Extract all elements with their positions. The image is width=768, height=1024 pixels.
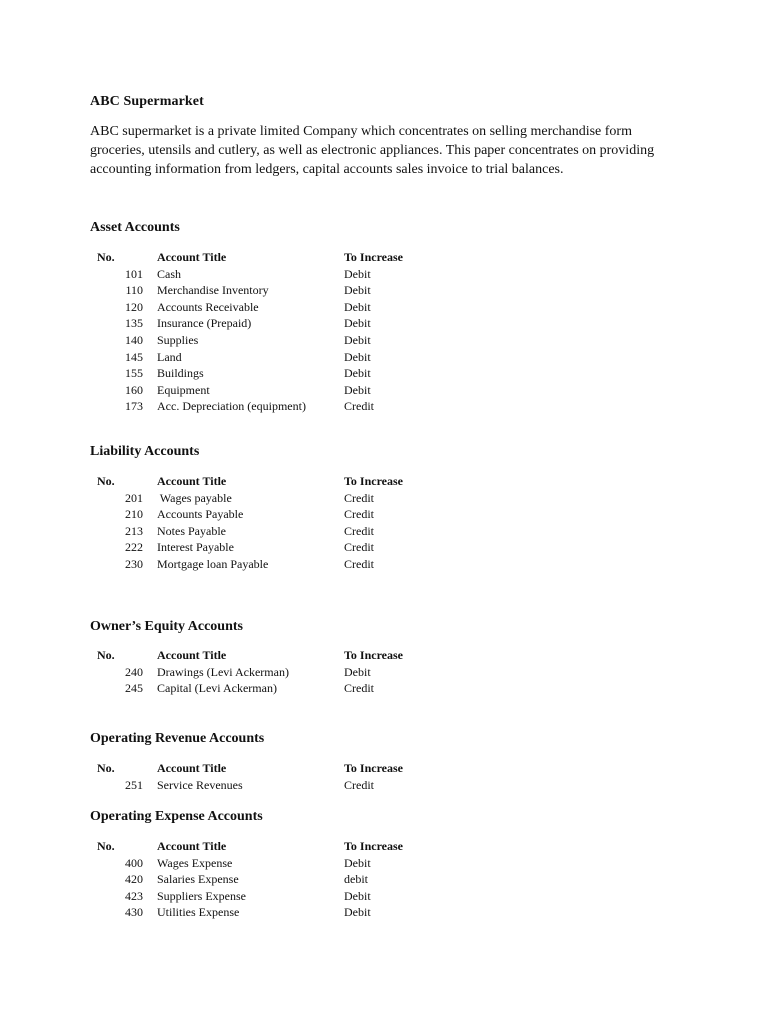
account-title: Salaries Expense	[157, 872, 239, 887]
account-increase-side: Credit	[344, 681, 374, 696]
account-increase-side: Debit	[344, 888, 371, 903]
table-row	[90, 664, 464, 681]
account-number: 251	[125, 777, 143, 792]
column-header-to-increase: To Increase	[344, 839, 404, 853]
table-row	[90, 490, 464, 507]
account-title: Capital (Levi Ackerman)	[157, 681, 277, 696]
column-header-no: No.	[97, 250, 115, 264]
table-header-row	[90, 249, 464, 266]
column-header-no: No.	[97, 761, 115, 775]
table-row	[90, 315, 464, 332]
table-row	[90, 349, 464, 366]
table-row	[90, 382, 464, 399]
account-increase-side: Debit	[344, 905, 371, 920]
table-row	[90, 398, 464, 415]
operating-revenue-accounts-table	[90, 760, 464, 793]
account-title: Acc. Depreciation (equipment)	[157, 399, 306, 414]
section-heading-owners-equity-accounts: Owner’s Equity Accounts	[90, 619, 243, 634]
account-number: 201	[125, 490, 143, 505]
table-header-row	[90, 760, 464, 777]
table-row	[90, 365, 464, 382]
table-row	[90, 888, 464, 905]
column-header-account-title: Account Title	[157, 250, 227, 264]
column-header-to-increase: To Increase	[344, 474, 404, 488]
column-header-no: No.	[97, 474, 115, 488]
account-increase-side: Credit	[344, 556, 374, 571]
account-number: 240	[125, 664, 143, 679]
liability-accounts-table	[90, 473, 464, 573]
account-increase-side: Debit	[344, 299, 371, 314]
account-number: 245	[125, 681, 143, 696]
column-header-no: No.	[97, 648, 115, 662]
column-header-to-increase: To Increase	[344, 250, 404, 264]
account-title: Utilities Expense	[157, 905, 240, 920]
table-row	[90, 506, 464, 523]
account-title: Cash	[157, 266, 181, 281]
account-increase-side: debit	[344, 872, 368, 887]
column-header-to-increase: To Increase	[344, 648, 404, 662]
account-increase-side: Debit	[344, 332, 371, 347]
account-title: Merchandise Inventory	[157, 283, 269, 298]
account-number: 210	[125, 507, 143, 522]
section-heading-liability-accounts: Liability Accounts	[90, 444, 200, 459]
table-row	[90, 904, 464, 921]
column-header-account-title: Account Title	[157, 648, 227, 662]
table-row	[90, 282, 464, 299]
section-heading-asset-accounts: Asset Accounts	[90, 220, 180, 235]
account-number: 222	[125, 540, 143, 555]
table-row	[90, 523, 464, 540]
account-increase-side: Debit	[344, 266, 371, 281]
table-row	[90, 539, 464, 556]
account-increase-side: Credit	[344, 507, 374, 522]
account-number: 120	[125, 299, 143, 314]
table-row	[90, 777, 464, 794]
account-title: Drawings (Levi Ackerman)	[157, 664, 289, 679]
table-row	[90, 871, 464, 888]
account-number: 155	[125, 366, 143, 381]
account-increase-side: Debit	[344, 382, 371, 397]
account-increase-side: Debit	[344, 316, 371, 331]
account-number: 160	[125, 382, 143, 397]
account-increase-side: Debit	[344, 664, 371, 679]
account-increase-side: Credit	[344, 523, 374, 538]
column-header-to-increase: To Increase	[344, 761, 404, 775]
account-title: Interest Payable	[157, 540, 234, 555]
operating-expense-accounts-table	[90, 838, 464, 921]
asset-accounts-table	[90, 249, 464, 415]
account-title: Service Revenues	[157, 777, 243, 792]
account-number: 420	[125, 872, 143, 887]
table-header-row	[90, 473, 464, 490]
account-number: 101	[125, 266, 143, 281]
account-number: 140	[125, 332, 143, 347]
account-title: Suppliers Expense	[157, 888, 246, 903]
column-header-account-title: Account Title	[157, 839, 227, 853]
account-increase-side: Credit	[344, 490, 374, 505]
intro-paragraph: ABC supermarket is a private limited Company which concentrates on selling merchandise form groceries, utensils and cutlery, as well as electronic appliances. This paper concentrates on providing accounting information from ledgers, capital accounts sales invoice to trial balances.	[90, 124, 655, 177]
account-number: 135	[125, 316, 143, 331]
account-title: Accounts Payable	[157, 507, 244, 522]
account-increase-side: Debit	[344, 283, 371, 298]
account-title: Land	[157, 349, 182, 364]
section-heading-operating-expense-accounts: Operating Expense Accounts	[90, 809, 263, 824]
account-increase-side: Credit	[344, 399, 374, 414]
account-title: Wages Expense	[157, 855, 233, 870]
column-header-account-title: Account Title	[157, 474, 227, 488]
table-header-row	[90, 838, 464, 855]
column-header-account-title: Account Title	[157, 761, 227, 775]
owners-equity-accounts-table	[90, 647, 464, 697]
account-increase-side: Credit	[344, 777, 374, 792]
table-row	[90, 556, 464, 573]
account-number: 145	[125, 349, 143, 364]
table-row	[90, 332, 464, 349]
table-header-row	[90, 647, 464, 664]
account-number: 400	[125, 855, 143, 870]
account-title: Notes Payable	[157, 523, 226, 538]
account-title: Mortgage loan Payable	[157, 556, 269, 571]
account-title: Equipment	[157, 382, 210, 397]
account-title: Wages payable	[157, 490, 232, 505]
account-number: 423	[125, 888, 143, 903]
table-row	[90, 680, 464, 697]
account-increase-side: Credit	[344, 540, 374, 555]
account-title: Insurance (Prepaid)	[157, 316, 252, 331]
account-increase-side: Debit	[344, 855, 371, 870]
section-heading-operating-revenue-accounts: Operating Revenue Accounts	[90, 731, 265, 746]
account-number: 213	[125, 523, 143, 538]
account-title: Accounts Receivable	[157, 299, 259, 314]
account-increase-side: Debit	[344, 349, 371, 364]
account-increase-side: Debit	[344, 366, 371, 381]
document-title: ABC Supermarket	[90, 94, 204, 109]
table-row	[90, 266, 464, 283]
account-number: 430	[125, 905, 143, 920]
account-number: 173	[125, 399, 143, 414]
column-header-no: No.	[97, 839, 115, 853]
account-title: Buildings	[157, 366, 204, 381]
account-number: 230	[125, 556, 143, 571]
account-number: 110	[125, 283, 143, 298]
account-title: Supplies	[157, 332, 199, 347]
table-row	[90, 299, 464, 316]
table-row	[90, 855, 464, 872]
